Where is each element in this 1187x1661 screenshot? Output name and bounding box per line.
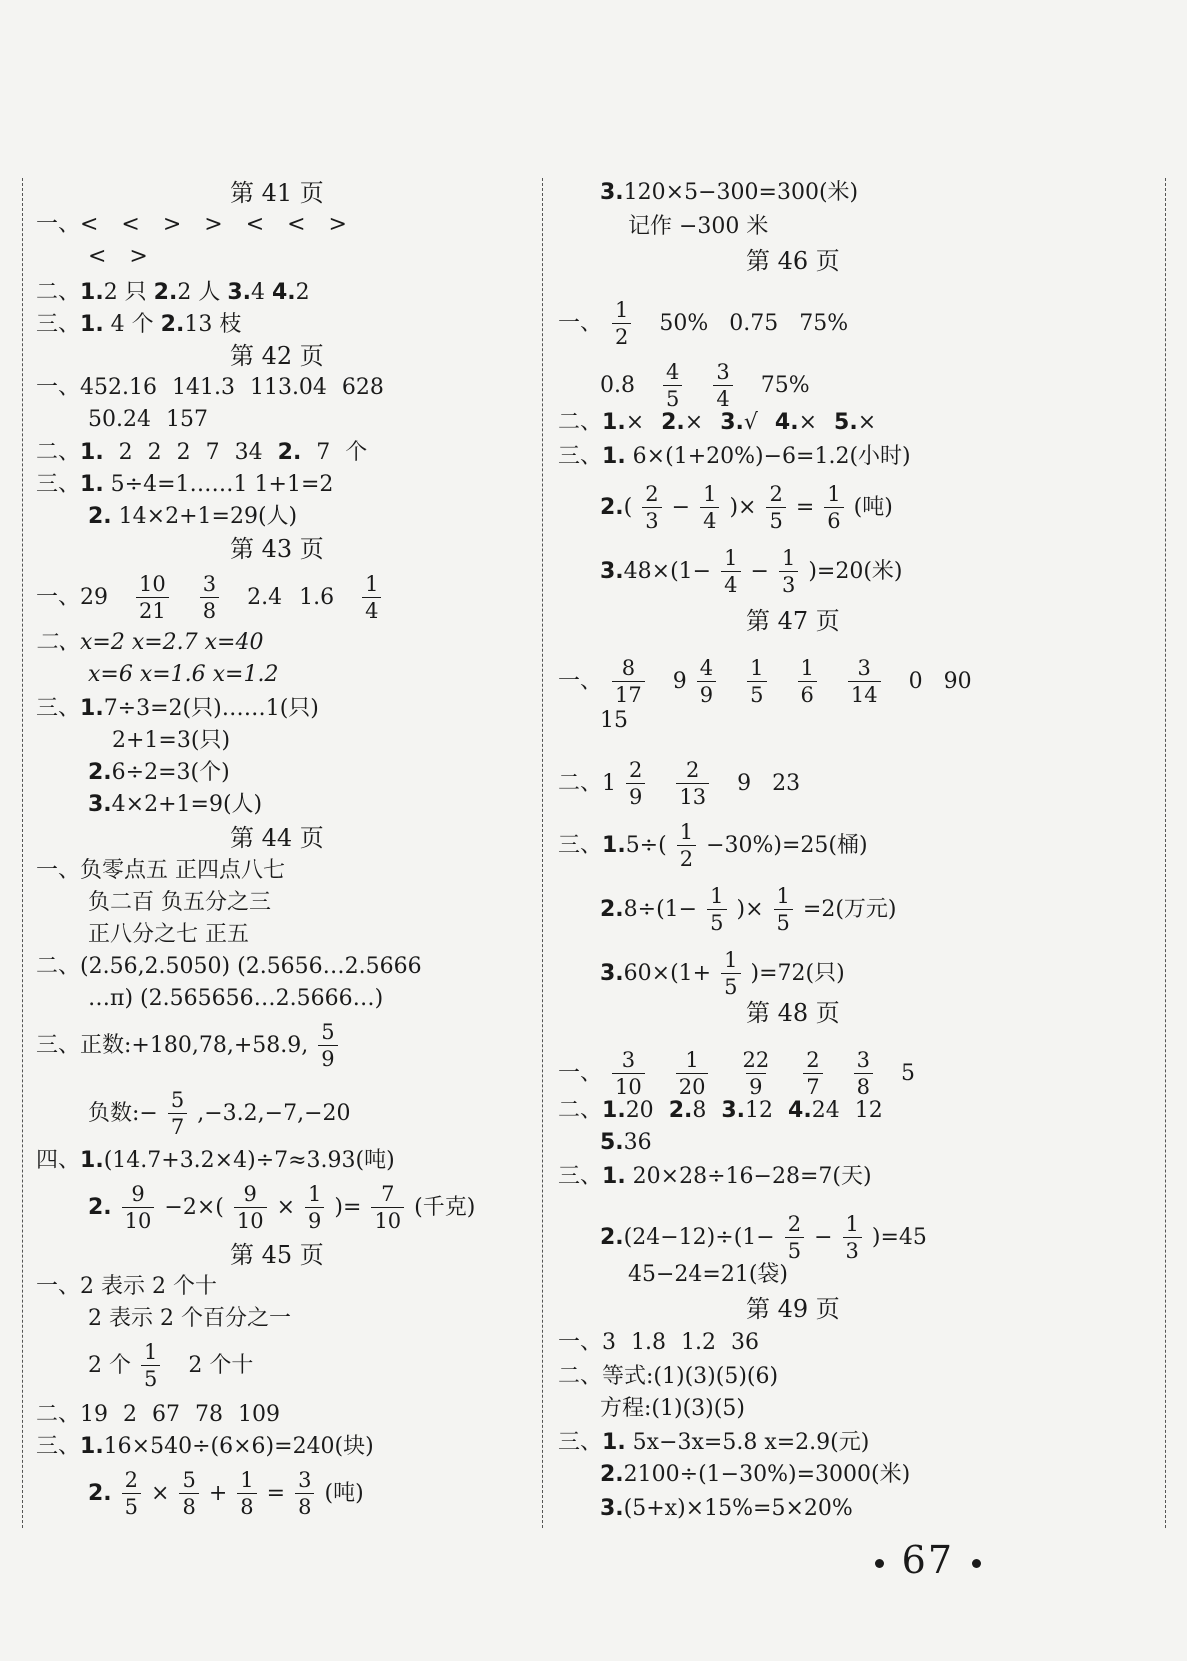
page-heading: 第 43 页 — [230, 535, 324, 563]
answer-line: < > — [88, 244, 148, 269]
answer-line: 2.6÷2=3(个) — [88, 760, 230, 785]
answer-line: 2.(24−12)÷(1− $\frac{2}{5}$ − $\frac{1}{3}$ )=45 — [600, 1212, 927, 1263]
fraction: $\frac{3}{8}$ — [200, 572, 219, 623]
answer-line: 正八分之七 正五 — [88, 922, 249, 947]
fraction: $\frac{8}{17}$ — [612, 656, 645, 707]
fraction: $\frac{2}{13}$ — [676, 758, 709, 809]
fraction: $\frac{1}{9}$ — [305, 1182, 324, 1233]
fraction: $\frac{5}{9}$ — [318, 1020, 337, 1071]
answer-line: 三、1. 6×(1+20%)−6=1.2(小时) — [558, 444, 911, 469]
answer-line: 三、1. 4 个 2.13 枝 — [36, 312, 242, 337]
fraction: $\frac{3}{14}$ — [848, 656, 881, 707]
answer-line: 15 — [600, 708, 628, 733]
answer-line: 三、1. 5÷4=1……1 1+1=2 — [36, 472, 334, 497]
answer-line: 二、x=2 x=2.7 x=40 — [36, 630, 264, 655]
column-divider-right — [1165, 178, 1166, 1528]
page-heading: 第 46 页 — [746, 247, 840, 275]
fraction: $\frac{1}{20}$ — [676, 1048, 709, 1099]
answer-line: 记作 −300 米 — [628, 214, 769, 239]
answer-line: 一、 $\frac{1}{2}$ 50% 0.75 75% — [558, 298, 849, 349]
answer-line: 一、负零点五 正四点八七 — [36, 858, 285, 883]
column-divider-left — [22, 178, 23, 1528]
answer-line: 一、3 1.8 1.2 36 — [558, 1330, 759, 1355]
answer-line: 2+1=3(只) — [112, 728, 231, 753]
fraction: $\frac{4}{9}$ — [697, 656, 716, 707]
answer-line: 2.8÷(1− $\frac{1}{5}$ )× $\frac{1}{5}$ =2(万元) — [600, 884, 897, 935]
answer-line: 3.48×(1− $\frac{1}{4}$ − $\frac{1}{3}$ )=20(米) — [600, 546, 903, 597]
fraction: $\frac{3}{4}$ — [713, 360, 732, 411]
fraction: $\frac{3}{8}$ — [295, 1468, 314, 1519]
fraction: $\frac{1}{5}$ — [707, 884, 726, 935]
page-number: 67 — [857, 1538, 999, 1582]
answer-line: 3.(5+x)×15%=5×20% — [600, 1496, 853, 1521]
fraction: $\frac{1}{3}$ — [843, 1212, 862, 1263]
answer-line: 三、1.5÷( $\frac{1}{2}$ −30%)=25(桶) — [558, 820, 868, 871]
answer-line: 三、1. 5x−3x=5.8 x=2.9(元) — [558, 1430, 870, 1455]
answer-line: 2. 14×2+1=29(人) — [88, 504, 298, 529]
fraction: $\frac{2}{5}$ — [122, 1468, 141, 1519]
fraction: $\frac{1}{5}$ — [774, 884, 793, 935]
fraction: $\frac{1}{8}$ — [237, 1468, 256, 1519]
fraction: $\frac{1}{2}$ — [612, 298, 631, 349]
answer-line: 三、正数:+180,78,+58.9, $\frac{5}{9}$ — [36, 1020, 341, 1071]
fraction: $\frac{4}{5}$ — [663, 360, 682, 411]
bullet-dot-icon — [972, 1559, 981, 1568]
answer-line: 二、1.× 2.× 3.√ 4.× 5.× — [558, 410, 877, 435]
answer-line: 一、2 表示 2 个十 — [36, 1274, 217, 1299]
fraction: $\frac{1}{6}$ — [824, 482, 843, 533]
page-heading: 第 41 页 — [230, 179, 324, 207]
answer-line: 一、29 $\frac{10}{21}$ $\frac{3}{8}$ 2.4 1.6 $\frac{1}{4}$ — [36, 572, 384, 623]
answer-line: 一、452.16 141.3 113.04 628 — [36, 375, 384, 400]
fraction: $\frac{22}{9}$ — [742, 1048, 770, 1099]
answer-line: 5.36 — [600, 1130, 652, 1155]
fraction: $\frac{2}{5}$ — [766, 482, 785, 533]
answer-line: 二、1.20 2.8 3.12 4.24 12 — [558, 1098, 883, 1123]
fraction: $\frac{2}{7}$ — [803, 1048, 822, 1099]
answer-line: 50.24 157 — [88, 407, 208, 432]
answer-line: 负数:− $\frac{5}{7}$ ,−3.2,−7,−20 — [88, 1088, 351, 1139]
answer-line: 二、等式:(1)(3)(5)(6) — [558, 1364, 779, 1389]
fraction: $\frac{10}{21}$ — [136, 572, 169, 623]
fraction: $\frac{1}{4}$ — [362, 572, 381, 623]
answer-line: 3.60×(1+ $\frac{1}{5}$ )=72(只) — [600, 948, 845, 999]
fraction: $\frac{5}{7}$ — [168, 1088, 187, 1139]
answer-line: 二、1 $\frac{2}{9}$ $\frac{2}{13}$ 9 23 — [558, 758, 801, 809]
answer-line: 四、1.(14.7+3.2×4)÷7≈3.93(吨) — [36, 1148, 395, 1173]
answer-line: 2. $\frac{2}{5}$ × $\frac{5}{8}$ + $\frac{1}{8}$ = $\frac{3}{8}$ (吨) — [88, 1468, 364, 1519]
answer-line: 3.4×2+1=9(人) — [88, 792, 263, 817]
answer-line: 三、1.16×540÷(6×6)=240(块) — [36, 1434, 374, 1459]
answer-line: 2.2100÷(1−30%)=3000(米) — [600, 1462, 911, 1487]
answer-line: 45−24=21(袋) — [628, 1262, 789, 1287]
answer-line: 负二百 负五分之三 — [88, 890, 271, 915]
fraction: $\frac{3}{8}$ — [854, 1048, 873, 1099]
column-divider-middle — [542, 178, 543, 1528]
answer-line: x=6 x=1.6 x=1.2 — [88, 662, 279, 687]
fraction: $\frac{1}{5}$ — [747, 656, 766, 707]
answer-line: 一、 $\frac{8}{17}$ 9 $\frac{4}{9}$ $\frac{1}{5}$ $\frac{1}{6}$ $\frac{3}{14}$ 0 90 — [558, 656, 972, 707]
fraction: $\frac{5}{8}$ — [179, 1468, 198, 1519]
answer-line: 二、1. 2 2 2 7 34 2. 7 个 — [36, 440, 368, 465]
fraction: $\frac{7}{10}$ — [371, 1182, 404, 1233]
answer-line: …π) (2.565656…2.5666…) — [88, 986, 384, 1011]
answer-line: 三、1. 20×28÷16−28=7(天) — [558, 1164, 872, 1189]
answer-line: 二、19 2 67 78 109 — [36, 1402, 280, 1427]
fraction: $\frac{2}{3}$ — [642, 482, 661, 533]
answer-line: 一、< < > > < < > — [36, 212, 347, 237]
answer-line: 2. $\frac{9}{10}$ −2×( $\frac{9}{10}$ × $\frac{1}{9}$ )= $\frac{7}{10}$ (千克) — [88, 1182, 476, 1233]
fraction: $\frac{1}{6}$ — [798, 656, 817, 707]
answer-line: 2 个 $\frac{1}{5}$ 2 个十 — [88, 1340, 254, 1391]
fraction: $\frac{9}{10}$ — [122, 1182, 155, 1233]
fraction: $\frac{1}{5}$ — [721, 948, 740, 999]
fraction: $\frac{1}{5}$ — [141, 1340, 160, 1391]
fraction: $\frac{3}{10}$ — [612, 1048, 645, 1099]
page-heading: 第 47 页 — [746, 607, 840, 635]
fraction: $\frac{1}{4}$ — [700, 482, 719, 533]
fraction: $\frac{2}{5}$ — [785, 1212, 804, 1263]
answer-line: 3.120×5−300=300(米) — [600, 180, 859, 205]
page-heading: 第 44 页 — [230, 824, 324, 852]
page-heading: 第 48 页 — [746, 999, 840, 1027]
page-heading: 第 42 页 — [230, 342, 324, 370]
answer-line: 一、 $\frac{3}{10}$ $\frac{1}{20}$ $\frac{22}{9}$ $\frac{2}{7}$ $\frac{3}{8}$ 5 — [558, 1048, 915, 1099]
answer-line: 2 表示 2 个百分之一 — [88, 1306, 291, 1331]
fraction: $\frac{1}{4}$ — [721, 546, 740, 597]
page-heading: 第 45 页 — [230, 1241, 324, 1269]
answer-line: 2.( $\frac{2}{3}$ − $\frac{1}{4}$ )× $\frac{2}{5}$ = $\frac{1}{6}$ (吨) — [600, 482, 893, 533]
fraction: $\frac{1}{3}$ — [779, 546, 798, 597]
answer-line: 0.8 $\frac{4}{5}$ $\frac{3}{4}$ 75% — [600, 360, 810, 411]
fraction: $\frac{2}{9}$ — [626, 758, 645, 809]
fraction: $\frac{1}{2}$ — [677, 820, 696, 871]
answer-line: 二、1.2 只 2.2 人 3.4 4.2 — [36, 280, 310, 305]
answer-line: 二、(2.56,2.5050) (2.5656…2.5666 — [36, 954, 422, 979]
answer-line: 方程:(1)(3)(5) — [600, 1396, 745, 1421]
answer-line: 三、1.7÷3=2(只)……1(只) — [36, 696, 319, 721]
fraction: $\frac{9}{10}$ — [234, 1182, 267, 1233]
page-heading: 第 49 页 — [746, 1295, 840, 1323]
bullet-dot-icon — [875, 1559, 884, 1568]
